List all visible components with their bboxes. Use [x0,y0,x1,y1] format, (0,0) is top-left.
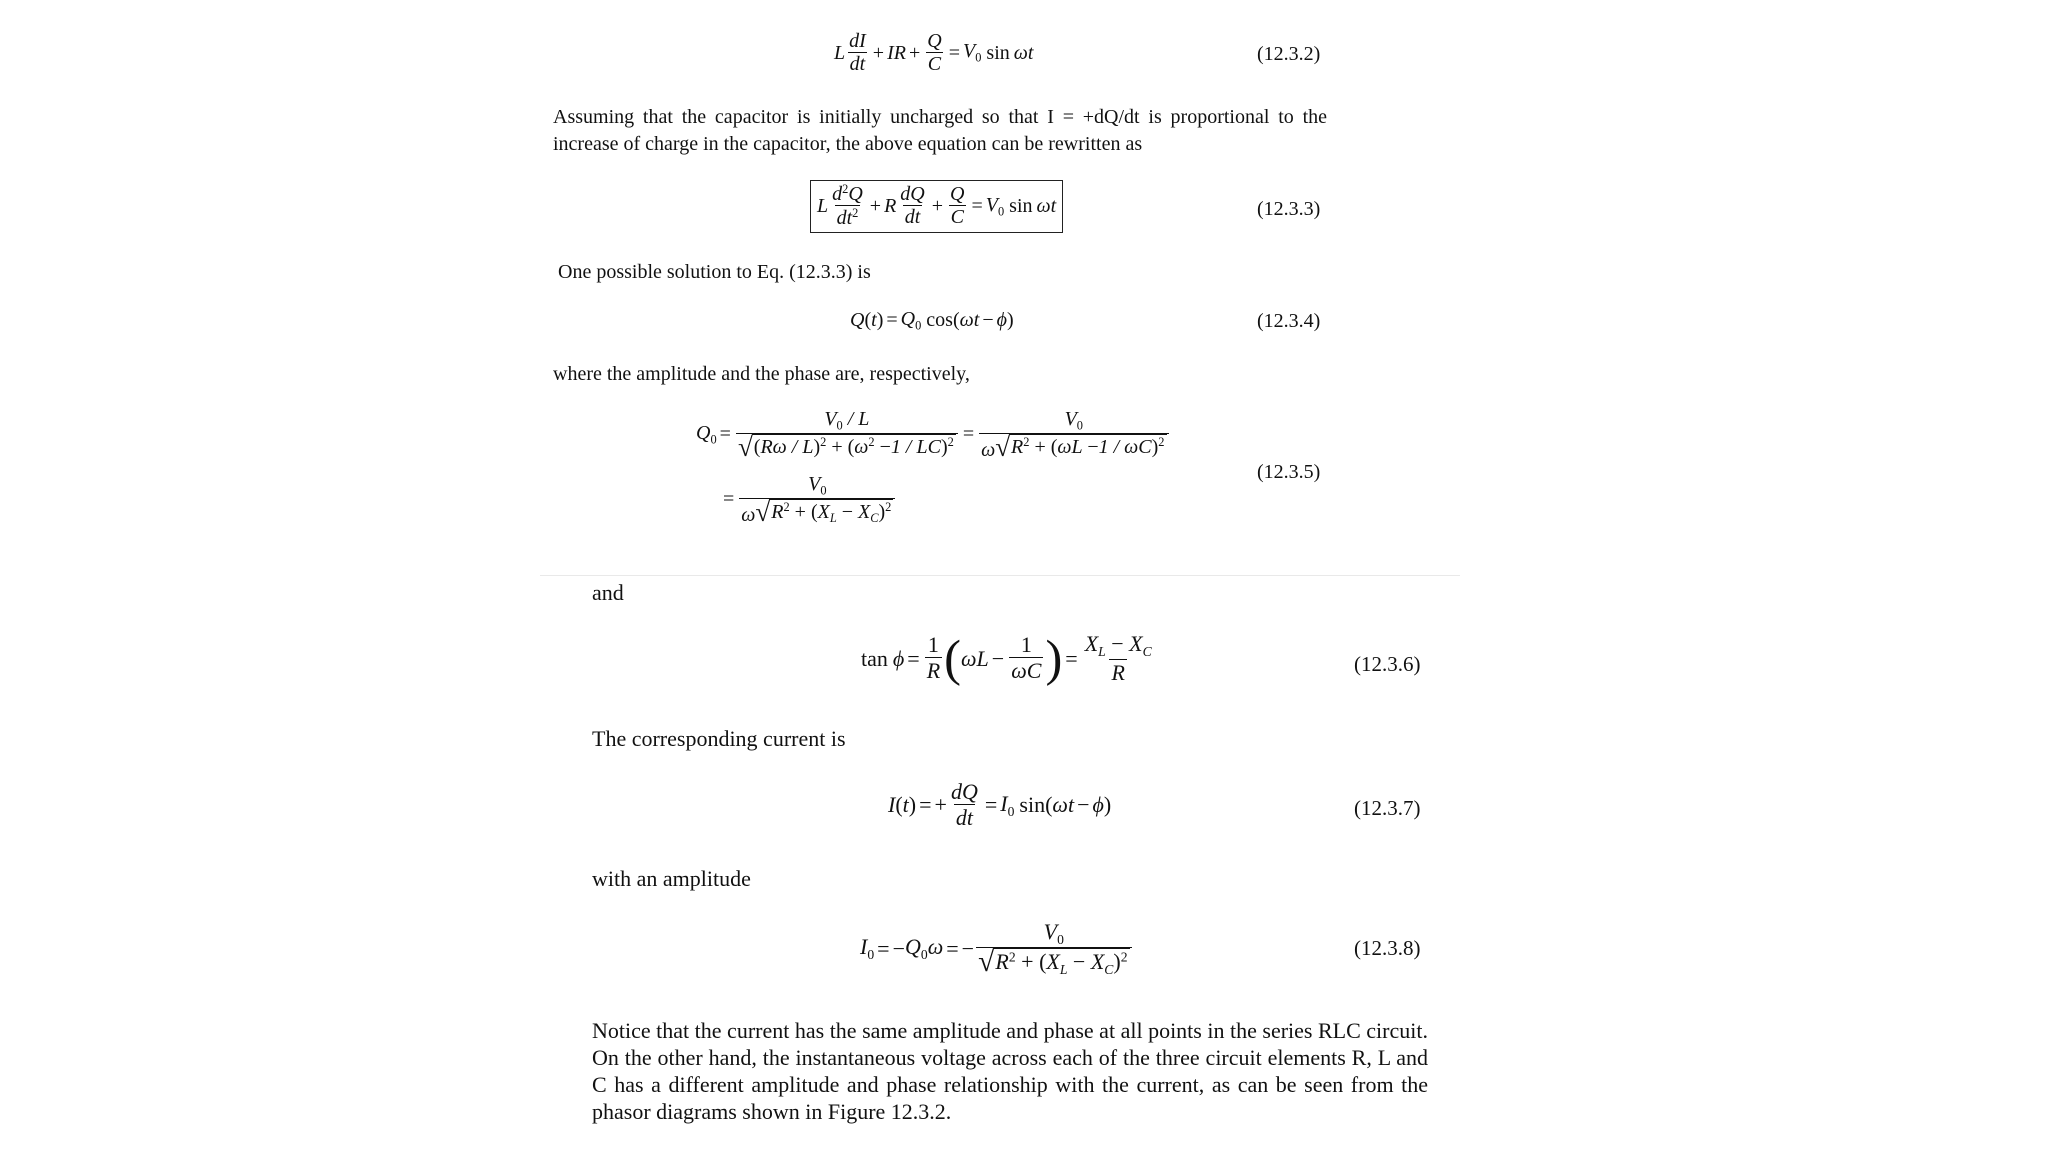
equation-number: (12.3.4) [1257,310,1321,332]
paragraph-with-amplitude: with an amplitude [592,866,751,891]
equation-12-3-5-line2: = $V_0$ ω √ $R^2 + (X_L - X_C)^2$ [720,473,897,527]
equation-12-3-7: I ( t ) = + $\frac{dQ}{dt}$ = $I_0$ sin( ωt − ϕ ) [888,779,1112,831]
equation-12-3-4: Q ( t ) = $Q_0$ cos( ωt − ϕ ) [850,308,1014,333]
paragraph-assuming: Assuming that the capacitor is initially uncharged so that I = +dQ/dt is proportional to the increase of charge in the capacitor, the above equation can be rewritten as [553,106,1327,155]
equation-number: (12.3.6) [1354,652,1421,676]
equation-12-3-5-line1: $Q_0$ = $V_0$ / L √ $(R\omega / L)^2 + (\omega^2 -1 / LC)^2$ = $V_0$ ω √ $R^2 + (\omega L -1 / \omega C)^2$ [696,408,1171,462]
page-divider [540,575,1460,576]
paragraph-where: where the amplitude and the phase are, respectively, [553,363,970,385]
equation-number: (12.3.7) [1354,796,1421,820]
equation-12-3-2: L $\frac{dI}{dt}$ + IR + $\frac{Q}{C}$ = $V_0$ sin ωt [834,30,1034,75]
equation-12-3-3: L $\frac{d^2Q}{dt^2}$ + R $\frac{dQ}{dt}$ + $\frac{Q}{C}$ = $V_0$ sin ωt [810,180,1063,233]
equation-12-3-8: $I_0$ = − $Q_0\omega$ = − $V_0$ √ $R^2 + (X_L - X_C)^2$ [860,920,1134,977]
equation-number: (12.3.8) [1354,936,1421,960]
equation-number: (12.3.3) [1257,198,1321,220]
paragraph-corresponding-current: The corresponding current is [592,726,846,751]
equation-number: (12.3.5) [1257,461,1321,483]
textbook-page-top [540,0,1460,575]
paragraph-notice: Notice that the current has the same amplitude and phase at all points in the series RLC circuit. On the other hand, the instantaneous voltage across each of the three circuit elements R, L and C has a different amplitude and phase relationship with the current, as can be seen from the phasor diagrams shown in Figure 12.3.2. [592,1018,1428,1124]
equation-number: (12.3.2) [1257,43,1321,65]
equation-12-3-6: tan ϕ = $\frac{1}{R}$ ( ωL − $\frac{1}{\omega C}$ ) = $\frac{X_L - X_C}{R}$ [861,630,1152,687]
paragraph-and: and [592,580,624,605]
paragraph-solution: One possible solution to Eq. (12.3.3) is [558,261,871,283]
